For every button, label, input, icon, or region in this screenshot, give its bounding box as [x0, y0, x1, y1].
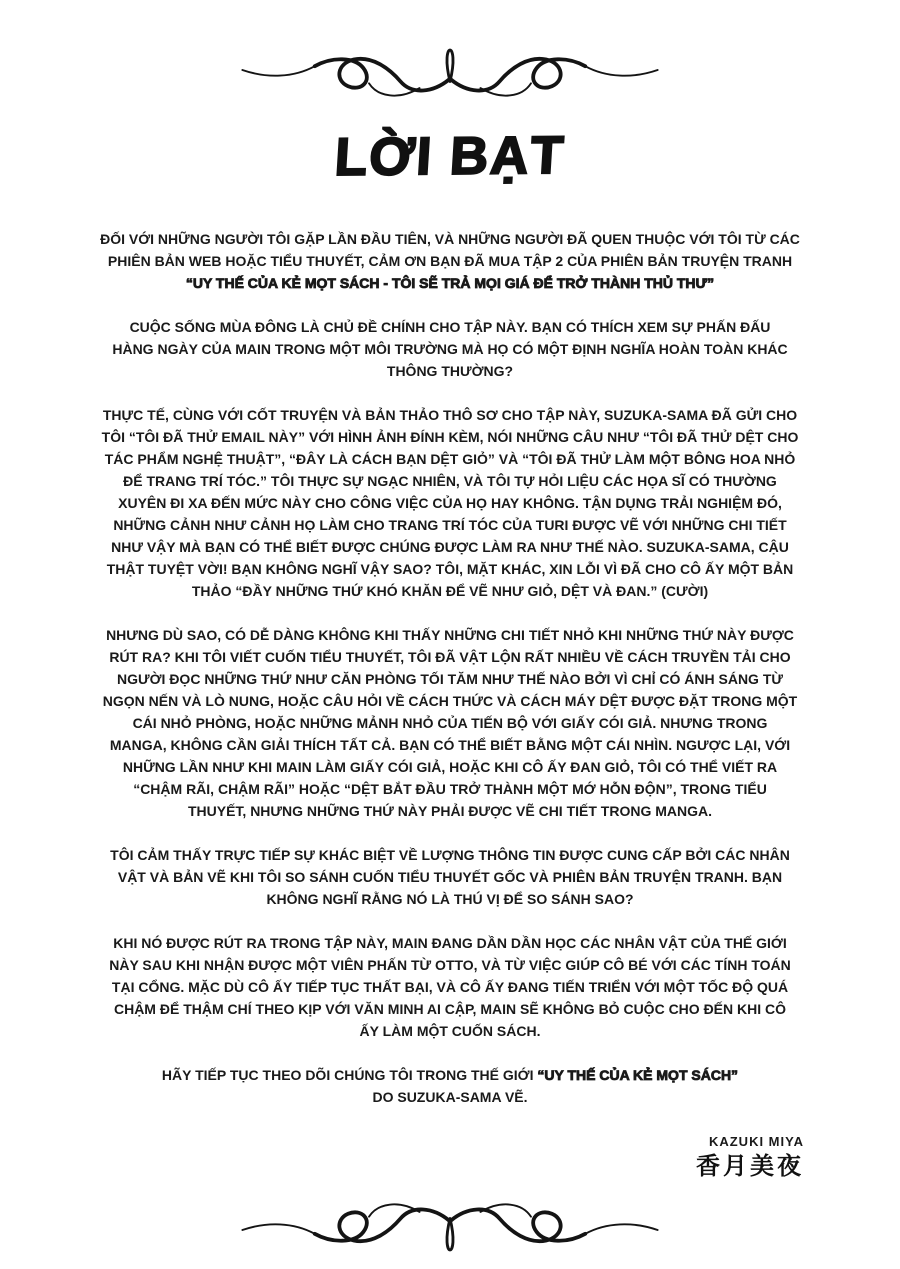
- paragraph: [53, 404, 847, 602]
- text-line: [53, 800, 847, 822]
- text-line: [53, 470, 847, 492]
- text-line: [53, 888, 847, 910]
- text-segment: NHỮNG CẢNH NHƯ CẢNH HỌ LÀM CHO TRANG TRÍ TÓC CỦA TURI ĐƯỢC VẼ VỚI NHỮNG CHI TIẾT: [113, 517, 787, 533]
- text-segment: PHIÊN BẢN WEB HOẶC TIỂU THUYẾT, CẢM ƠN BẠN ĐÃ MUA TẬP 2 CỦA PHIÊN BẢN TRUYỆN TRANH: [107, 253, 793, 269]
- text-segment: KHÔNG NGHĨ RẰNG NÓ LÀ THÚ VỊ ĐỂ SO SÁNH SAO?: [266, 891, 634, 907]
- text-line: [53, 1064, 847, 1086]
- text-segment: NHƯNG DÙ SAO, CÓ DỄ DÀNG KHÔNG KHI THẤY NHỮNG CHI TIẾT NHỎ KHI NHỮNG THỨ NÀY ĐƯỢC: [106, 627, 794, 643]
- text-line: [53, 250, 847, 272]
- text-segment: CHẬM ĐỂ THẬM CHÍ THEO KỊP VỚI VĂN MINH AI CẬP, MAIN SẼ KHÔNG BỎ CUỘC CHO ĐẾN KHI CÔ: [113, 1001, 787, 1017]
- paragraph: [53, 1064, 847, 1108]
- paragraph: [53, 624, 847, 822]
- text-line: [53, 536, 847, 558]
- text-line: [53, 712, 847, 734]
- text-line: [53, 558, 847, 580]
- text-segment: CÁI NHỎ PHÒNG, HOẶC NHỮNG MẢNH NHỎ CỦA TIẾN BỘ VỚI GIẤY CÓI GIẢ. NHƯNG TRONG: [132, 715, 768, 731]
- text-segment: CUỘC SỐNG MÙA ĐÔNG LÀ CHỦ ĐỀ CHÍNH CHO TẬP NÀY. BẠN CÓ THÍCH XEM SỰ PHẤN ĐẤU: [129, 319, 771, 335]
- text-line: [53, 998, 847, 1020]
- text-line: [53, 360, 847, 382]
- bold-text-segment: “UY THẾ CỦA KẺ MỌT SÁCH - TÔI SẼ TRẢ MỌI GIÁ ĐỂ TRỞ THÀNH THỦ THƯ”: [185, 275, 715, 291]
- text-line: [53, 756, 847, 778]
- text-segment: VẬT VÀ BẢN VẼ KHI TÔI SO SÁNH CUỐN TIỂU THUYẾT GỐC VÀ PHIÊN BẢN TRUYỆN TRANH. BẠN: [117, 869, 783, 885]
- text-segment: TÔI CẢM THẤY TRỰC TIẾP SỰ KHÁC BIỆT VỀ LƯỢNG THÔNG TIN ĐƯỢC CUNG CẤP BỞI CÁC NHÂN: [110, 847, 790, 863]
- text-segment: ĐỂ TRANG TRÍ TÓC.” TÔI THỰC SỰ NGẠC NHIÊN, VÀ TÔI TỰ HỎI LIỆU CÁC HỌA SĨ CÓ THƯỜNG: [123, 473, 777, 489]
- text-line: [53, 580, 847, 602]
- text-line: [53, 646, 847, 668]
- text-line: [53, 404, 847, 426]
- text-segment: NGỌN NẾN VÀ LÒ NUNG, HOẶC CÂU HỎI VỀ CÁCH THỨC VÀ CÁCH MÁY DỆT ĐƯỢC ĐẶT TRONG MỘT: [102, 693, 798, 709]
- paragraph: [53, 228, 847, 294]
- text-line: [53, 778, 847, 800]
- text-segment: THÔNG THƯỜNG?: [386, 363, 514, 379]
- paragraph: [53, 844, 847, 910]
- flourish-ornament-top: [234, 30, 666, 110]
- text-line: [53, 866, 847, 888]
- paragraph: [53, 316, 847, 382]
- text-segment: “CHẬM RÃI, CHẬM RÃI” HOẶC “DỆT BẮT ĐẦU TRỞ THÀNH MỘT MỚ HỖN ĐỘN”, TRONG TIỂU: [133, 781, 767, 797]
- author-name-romaji: KAZUKI MIYA: [708, 1134, 804, 1149]
- page-title: LỜI BẠT: [333, 125, 567, 188]
- author-name-kanji: 香月美夜: [696, 1152, 804, 1180]
- text-line: [53, 426, 847, 448]
- text-segment: TÔI “TÔI ĐÃ THỬ EMAIL NÀY” VỚI HÌNH ẢNH ĐÍNH KÈM, NÓI NHỮNG CÂU NHƯ “TÔI ĐÃ THỬ DỆT CHO: [101, 429, 799, 445]
- text-line: [53, 844, 847, 866]
- text-line: [53, 228, 847, 250]
- text-line: [53, 690, 847, 712]
- flourish-ornament-bottom: [234, 1190, 666, 1269]
- text-segment: ĐỐI VỚI NHỮNG NGƯỜI TÔI GẶP LẦN ĐẦU TIÊN, VÀ NHỮNG NGƯỜI ĐÃ QUEN THUỘC VỚI TÔI TỪ CÁC: [100, 231, 800, 247]
- text-segment: MANGA, KHÔNG CẦN GIẢI THÍCH TẤT CẢ. BẠN CÓ THỂ BIẾT BẰNG MỘT CÁI NHÌN. NGƯỢC LẠI, VỚI: [109, 737, 791, 753]
- text-segment: TẠI CỔNG. MẶC DÙ CÔ ẤY TIẾP TỤC THẤT BẠI, VÀ CÔ ẤY ĐANG TIẾN TRIỂN VỚI MỘT TỐC ĐỘ QUÁ: [111, 979, 789, 995]
- text-segment: NÀY SAU KHI NHẬN ĐƯỢC MỘT VIÊN PHẤN TỪ OTTO, VÀ TỪ VIỆC GIÚP CÔ BÉ VỚI CÁC TÍNH TOÁN: [109, 957, 791, 973]
- text-segment: THỰC TẾ, CÙNG VỚI CỐT TRUYỆN VÀ BẢN THẢO THÔ SƠ CHO TẬP NÀY, SUZUKA-SAMA ĐÃ GỬI CHO: [102, 407, 798, 423]
- text-line: [53, 1086, 847, 1108]
- text-segment: NHỮNG LẦN NHƯ KHI MAIN LÀM GIẤY CÓI GIẢ, HOẶC KHI CÔ ẤY ĐAN GIỎ, TÔI CÓ THỂ VIẾT RA: [122, 759, 778, 775]
- text-segment: HÀNG NGÀY CỦA MAIN TRONG MỘT MÔI TRƯỜNG MÀ HỌ CÓ MỘT ĐỊNH NGHĨA HOÀN TOÀN KHÁC: [112, 341, 788, 357]
- author-signature: [0, 1134, 900, 1182]
- text-segment: RÚT RA? KHI TÔI VIẾT CUỐN TIỂU THUYẾT, TÔI ĐÃ VẬT LỘN RẤT NHIỀU VỀ CÁCH TRUYỀN TẢI CHO: [109, 649, 791, 665]
- text-segment: NGƯỜI ĐỌC NHỮNG THỨ NHƯ CĂN PHÒNG TỐI TĂM NHƯ THẾ NÀO BỞI VÌ CHỈ CÓ ÁNH SÁNG TỪ: [116, 671, 783, 687]
- paragraph: [53, 932, 847, 1042]
- text-line: [53, 1020, 847, 1042]
- text-segment: THUYẾT, NHƯNG NHỮNG THỨ NÀY PHẢI ĐƯỢC VẼ CHI TIẾT TRONG MANGA.: [187, 803, 713, 819]
- text-line: [53, 976, 847, 998]
- bold-text-segment: “UY THẾ CỦA KẺ MỌT SÁCH”: [537, 1067, 739, 1083]
- text-line: [53, 492, 847, 514]
- text-segment: THẢO “ĐẦY NHỮNG THỨ KHÓ KHĂN ĐỂ VẼ NHƯ GIỎ, DỆT VÀ ĐAN.” (CƯỜI): [191, 583, 709, 599]
- text-line: [53, 338, 847, 360]
- text-line: [53, 448, 847, 470]
- text-line: [53, 668, 847, 690]
- text-line: [53, 954, 847, 976]
- text-segment: NHƯ VẬY MÀ BẠN CÓ THỂ BIẾT ĐƯỢC CHÚNG ĐƯỢC LÀM RA NHƯ THẾ NÀO. SUZUKA-SAMA, CẬU: [111, 539, 789, 555]
- text-line: [53, 932, 847, 954]
- text-segment: THẬT TUYỆT VỜI! BẠN KHÔNG NGHĨ VẬY SAO? TÔI, MẶT KHÁC, XIN LỖI VÌ ĐÃ CHO CÔ ẤY MỘT BẢN: [106, 561, 794, 577]
- text-segment: ẤY LÀM MỘT CUỐN SÁCH.: [359, 1023, 541, 1039]
- text-line: [53, 514, 847, 536]
- text-segment: XUYÊN ĐI XA ĐẾN MỨC NÀY CHO CÔNG VIỆC CỦA HỌ HAY KHÔNG. TẬN DỤNG TRẢI NGHIỆM ĐÓ,: [118, 495, 782, 511]
- text-line: [53, 624, 847, 646]
- text-segment: KHI NÓ ĐƯỢC RÚT RA TRONG TẬP NÀY, MAIN ĐANG DẦN DẦN HỌC CÁC NHÂN VẬT CỦA THẾ GIỚI: [113, 935, 787, 951]
- afterword-text: [53, 228, 847, 1108]
- text-segment: DO SUZUKA-SAMA VẼ.: [372, 1089, 528, 1105]
- text-segment: TÁC PHẨM NGHỆ THUẬT”, “ĐÂY LÀ CÁCH BẠN DỆT GIỎ” VÀ “TÔI ĐÃ THỬ LÀM MỘT BÔNG HOA NHỎ: [104, 451, 796, 467]
- text-line: [53, 316, 847, 338]
- text-line: [53, 272, 847, 294]
- text-line: [53, 734, 847, 756]
- text-segment: HÃY TIẾP TỤC THEO DÕI CHÚNG TÔI TRONG THẾ GIỚI: [161, 1067, 538, 1083]
